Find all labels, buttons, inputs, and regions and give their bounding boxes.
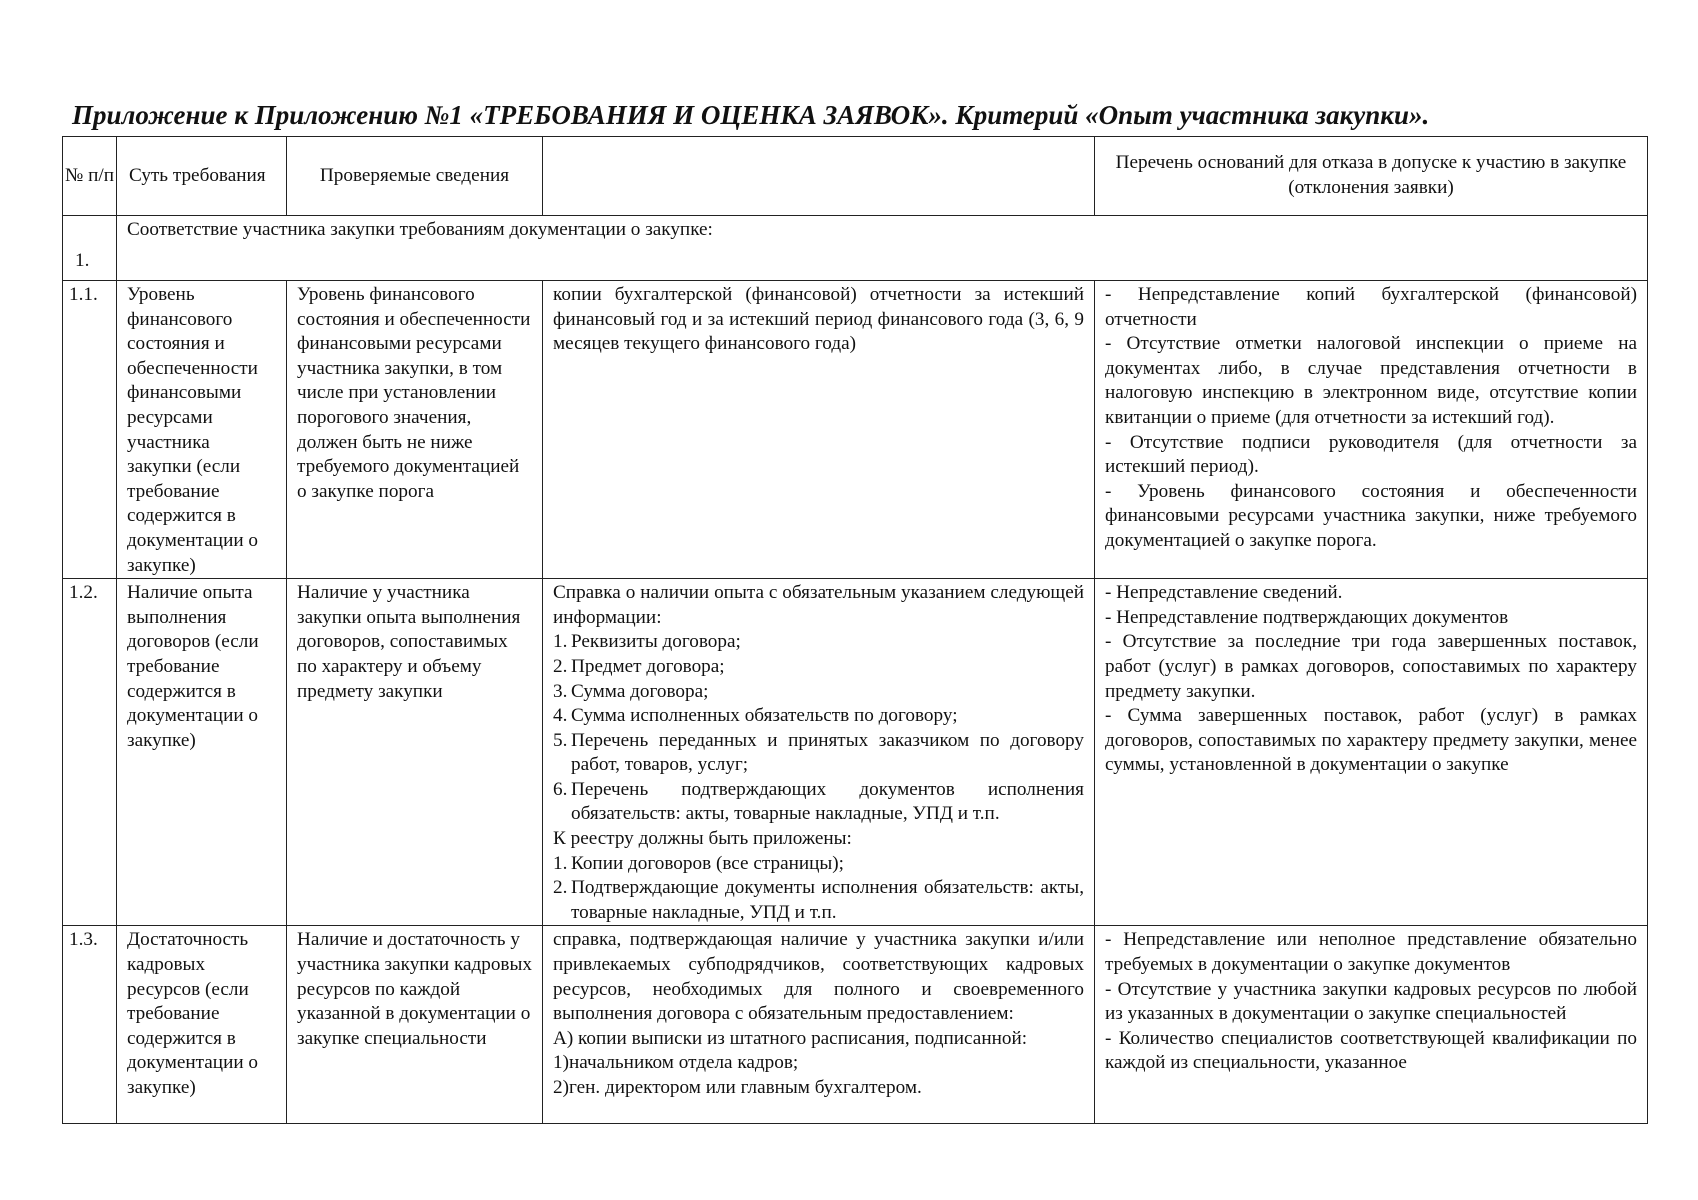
list-number: 3.: [553, 680, 568, 702]
row-checked: Наличие у участника закупки опыта выполнения договоров, сопоставимых по характеру и объему предмету закупки: [287, 579, 543, 926]
docs-intro: Справка о наличии опыта с обязательным указанием следующей информации:: [553, 582, 1084, 628]
list-number: 6.: [553, 778, 568, 800]
list-text: начальником отдела кадров;: [569, 1052, 799, 1074]
table-row: [63, 926, 1648, 1124]
row-essence: Достаточность кадровых ресурсов (если требование содержится в документации о закупке): [117, 926, 287, 1124]
docs-intro-2: К реестру должны быть приложены:: [553, 828, 852, 850]
reason-item: - Уровень финансового состояния и обеспеченности финансовыми ресурсами участника закупки, ниже требуемого документацией о закупке порога.: [1105, 480, 1637, 551]
row-reasons: [1095, 926, 1648, 1124]
table-row: [63, 579, 1648, 926]
list-item: [553, 704, 1084, 729]
list-item: [553, 1051, 1084, 1076]
header-docs: [543, 137, 1095, 216]
list-item: [553, 630, 1084, 655]
reason-item: - Непредставление копий бухгалтерской (финансовой) отчетности: [1105, 284, 1637, 330]
list-item: [553, 680, 1084, 705]
list-number: 2.: [553, 655, 568, 677]
list-number: 4.: [553, 705, 568, 727]
reason-item: - Отсутствие у участника закупки кадровых ресурсов по любой из указанных в документации о закупке специальностей: [1105, 978, 1637, 1025]
row-num: 1.2.: [63, 579, 117, 926]
docs-intro: справка, подтверждающая наличие у участника закупки и/или привлекаемых субподрядчиков, соответствующих кадровых ресурсов, необходимых для полного и своевременного выполнения договора с обязательным предоставлением:: [553, 929, 1084, 1025]
list-text: Копии договоров (все страницы);: [571, 852, 845, 874]
reason-item: - Отсутствие подписи руководителя (для отчетности за истекший период).: [1105, 431, 1637, 478]
page-title: Приложение к Приложению №1 «ТРЕБОВАНИЯ И ОЦЕНКА ЗАЯВОК». Критерий «Опыт участника закупки».: [72, 100, 1430, 130]
row-num: 1.3.: [63, 926, 117, 1124]
list-item: [553, 729, 1084, 778]
list-text: ген. директором или главным бухгалтером.: [569, 1077, 922, 1098]
list-text: Сумма договора;: [571, 680, 709, 702]
row-checked: Наличие и достаточность у участника закупки кадровых ресурсов по каждой указанной в документации о закупке специальности: [287, 926, 543, 1124]
list-number: 1): [553, 1052, 569, 1074]
list-item: [553, 1076, 1084, 1101]
reason-item: - Отсутствие за последние три года завершенных поставок, работ (услуг) в рамках договоров, сопоставимых по характеру предмету закупки.: [1105, 631, 1637, 702]
section-text: Соответствие участника закупки требованиям документации о закупке:: [117, 216, 1648, 281]
section-num: 1.: [63, 216, 117, 281]
header-num: № п/п: [63, 137, 117, 216]
row-docs: копии бухгалтерской (финансовой) отчетности за истекший финансовый год и за истекший период финансового года (3, 6, 9 месяцев текущего финансового года): [543, 281, 1095, 579]
row-reasons: [1095, 281, 1648, 579]
list-text: Предмет договора;: [571, 655, 725, 677]
list-text: Перечень подтверждающих документов исполнения обязательств: акты, товарные накладные, УПД и т.п.: [571, 778, 1084, 825]
row-num: 1.1.: [63, 281, 117, 579]
list-number: 5.: [553, 729, 568, 751]
list-item: [553, 778, 1084, 827]
requirements-table: [62, 136, 1648, 1124]
row-checked: Уровень финансового состояния и обеспеченности финансовыми ресурсами участника закупки, в том числе при установлении порогового значения, должен быть не ниже требуемого документацией о закупке порога: [287, 281, 543, 579]
header-reasons: Перечень оснований для отказа в допуске к участию в закупке (отклонения заявки): [1095, 137, 1648, 216]
list-text: Реквизиты договора;: [571, 631, 741, 653]
reason-item: - Непредставление подтверждающих документов: [1105, 606, 1509, 628]
list-item: [553, 876, 1084, 925]
list-number: 2.: [553, 877, 568, 899]
row-essence: Наличие опыта выполнения договоров (если требование содержится в документации о закупке): [117, 579, 287, 926]
list-item: [553, 655, 1084, 680]
list-text: Сумма исполненных обязательств по договору;: [571, 705, 958, 727]
docs-sub: А) копии выписки из штатного расписания, подписанной:: [553, 1027, 1028, 1049]
list-number: 2): [553, 1077, 569, 1098]
reason-item: - Непредставление сведений.: [1105, 582, 1343, 604]
list-number: 1.: [553, 631, 568, 653]
row-reasons: [1095, 579, 1648, 926]
section-row: [63, 216, 1648, 281]
row-essence: Уровень финансового состояния и обеспеченности финансовыми ресурсами участника закупки (если требование содержится в документации о закупке): [117, 281, 287, 579]
row-docs: [543, 579, 1095, 926]
list-item: [553, 852, 1084, 877]
reason-item: - Отсутствие отметки налоговой инспекции о приеме на документах либо, в случае представления отчетности в налоговую инспекцию в электронном виде, отсутствие копии квитанции о приеме (для отчетности за истекший год).: [1105, 333, 1637, 428]
list-text: Подтверждающие документы исполнения обязательств: акты, товарные накладные, УПД и т.п.: [571, 877, 1084, 923]
list-number: 1.: [553, 852, 568, 874]
list-text: Перечень переданных и принятых заказчиком по договору работ, товаров, услуг;: [571, 729, 1084, 776]
row-docs: [543, 926, 1095, 1124]
table-row: [63, 281, 1648, 579]
table-header-row: [63, 137, 1648, 216]
header-checked: Проверяемые сведения: [287, 137, 543, 216]
reason-item: - Количество специалистов соответствующей квалификации по каждой из специальности, указанное: [1105, 1027, 1637, 1074]
reason-item: - Сумма завершенных поставок, работ (услуг) в рамках договоров, сопоставимых по характеру предмету закупки, менее суммы, установленной в документации о закупке: [1105, 705, 1637, 776]
reason-item: - Непредставление или неполное представление обязательно требуемых в документации о закупке документов: [1105, 929, 1637, 976]
header-essence: Суть требования: [117, 137, 287, 216]
